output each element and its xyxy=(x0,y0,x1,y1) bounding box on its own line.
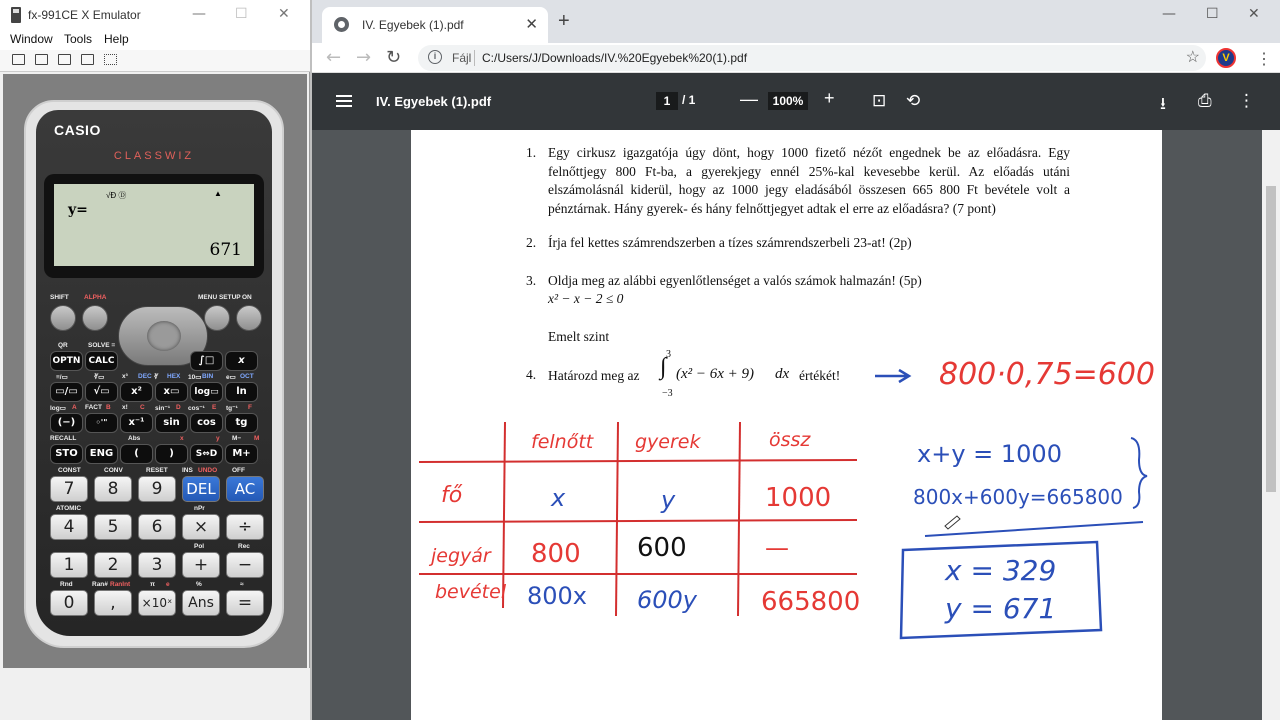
tab-title: IV. Egyebek (1).pdf xyxy=(362,18,464,32)
close-button[interactable]: ✕ xyxy=(278,6,290,22)
vertical-scrollbar[interactable] xyxy=(1262,130,1280,720)
minimize-button[interactable]: — xyxy=(1162,6,1176,22)
pdf-viewer xyxy=(312,130,1280,720)
reload-icon[interactable]: ↻ xyxy=(386,47,402,68)
back-arrow-icon[interactable]: ← xyxy=(326,47,342,68)
fn-label: 10▭ xyxy=(188,374,202,381)
section-heading: Emelt szint xyxy=(548,329,610,344)
new-tab-button[interactable]: + xyxy=(558,10,570,32)
calculator-app-icon xyxy=(10,7,22,23)
calculator-emulator-window xyxy=(0,0,310,720)
label-on: ON xyxy=(242,294,252,301)
question-number: 3. xyxy=(526,273,537,288)
ink-solution-x: x = 329 xyxy=(945,554,1057,587)
ink-cell-600y: 600y xyxy=(637,586,698,614)
ink-header-total: össz xyxy=(769,429,811,451)
fn-label: RECALL xyxy=(50,435,77,442)
tab-pdf[interactable] xyxy=(322,7,548,43)
tan-key[interactable]: tg xyxy=(225,413,258,433)
fn-label: x³ xyxy=(122,373,128,380)
key-5[interactable]: 5 xyxy=(94,514,132,540)
handwriting-layer xyxy=(411,130,1162,720)
ink-cell-x: x xyxy=(551,484,566,512)
integral-lower-limit: −3 xyxy=(662,388,673,399)
num-label: OFF xyxy=(232,467,245,474)
layout-icon[interactable] xyxy=(12,54,25,65)
num-label: RESET xyxy=(146,467,168,474)
menu-icon[interactable] xyxy=(336,95,352,107)
fit-page-icon[interactable]: ⊡ xyxy=(872,91,887,111)
fn-label: HEX xyxy=(167,373,181,380)
ink-system-eq1: x+y = 1000 xyxy=(917,440,1062,468)
num-label: π xyxy=(150,581,155,588)
num-label: ATOMIC xyxy=(56,505,82,512)
page-number-input[interactable]: 1 xyxy=(656,92,678,110)
equals-key[interactable]: = xyxy=(226,590,264,616)
ac-key[interactable]: AC xyxy=(226,476,264,502)
ink-equation-top: 800·0,75=600 xyxy=(939,357,1155,392)
question-number: 1. xyxy=(526,145,537,160)
shift-button[interactable] xyxy=(50,305,76,331)
power-key[interactable]: x▭ xyxy=(155,382,188,402)
minimize-button[interactable]: — xyxy=(192,6,206,22)
exp10-key[interactable]: ×10ˣ xyxy=(138,590,176,616)
model-label: CLASSWIZ xyxy=(113,150,195,162)
num-label: CONST xyxy=(58,467,81,474)
square-key[interactable]: x² xyxy=(120,382,153,402)
menu-window[interactable]: Window xyxy=(10,32,53,46)
ln-key[interactable]: ln xyxy=(225,382,258,402)
integral-sign: ∫ xyxy=(660,354,667,380)
calculator-body xyxy=(24,100,284,648)
minus-key[interactable]: − xyxy=(226,552,264,578)
menu-help[interactable]: Help xyxy=(104,32,129,46)
display-result: 671 xyxy=(209,240,242,260)
ink-cell-800: 800 xyxy=(531,539,581,569)
num-label: nPr xyxy=(194,505,205,512)
key-0[interactable]: 0 xyxy=(50,590,88,616)
negative-key[interactable]: (−) xyxy=(50,413,83,433)
ink-header-child: gyerek xyxy=(635,431,701,453)
forward-arrow-icon[interactable]: → xyxy=(356,47,372,68)
key-2[interactable]: 2 xyxy=(94,552,132,578)
fn-label: B xyxy=(106,404,111,411)
fn-label: FACT xyxy=(85,404,102,411)
num-label: ≈ xyxy=(240,581,244,588)
divide-key[interactable]: ÷ xyxy=(226,514,264,540)
fn-label: sin⁻¹ xyxy=(155,405,170,412)
ink-solution-y: y = 671 xyxy=(945,592,1057,625)
bookmark-star-icon[interactable]: ☆ xyxy=(1185,49,1200,66)
scheme-label: Fájl xyxy=(452,51,472,65)
s-d-key[interactable]: S⇔D xyxy=(190,444,223,464)
comma-key[interactable]: , xyxy=(94,590,132,616)
fn-label: F xyxy=(248,404,252,411)
ink-header-adult: felnőtt xyxy=(531,431,594,453)
num-label: UNDO xyxy=(198,467,218,474)
ink-row-income: bevétel xyxy=(435,581,507,603)
profile-avatar[interactable]: V xyxy=(1216,48,1236,68)
emulator-menu-bar xyxy=(0,30,310,50)
fn-label: A xyxy=(72,404,77,411)
close-paren-key[interactable]: ) xyxy=(155,444,188,464)
pen-cursor-icon xyxy=(945,516,960,529)
emulator-title-bar xyxy=(0,0,310,30)
ink-cell-800x: 800x xyxy=(527,582,588,610)
rotate-icon[interactable]: ⟲ xyxy=(906,91,921,111)
capture-icon[interactable] xyxy=(81,54,94,65)
emulator-status-area xyxy=(0,668,310,720)
question-number: 4. xyxy=(526,367,537,382)
fn-label: y xyxy=(216,435,220,442)
key-9[interactable]: 9 xyxy=(138,476,176,502)
info-icon[interactable]: i xyxy=(428,50,442,64)
emulator-toolbar xyxy=(0,50,310,72)
emulator-title: fx-991CE X Emulator xyxy=(28,8,141,22)
fn-label: D xyxy=(176,404,181,411)
fn-label: QR xyxy=(58,342,68,349)
page-total: / 1 xyxy=(682,93,696,107)
num-label: e xyxy=(166,581,170,588)
degree-key[interactable]: ◦'" xyxy=(85,413,118,433)
grid-icon[interactable] xyxy=(104,54,117,65)
integrand: (x² − 6x + 9) xyxy=(676,366,755,382)
fn-label: ≡/▭ xyxy=(56,374,68,381)
browser-window xyxy=(312,0,1280,720)
display-indicators: √Ð Ⓓ xyxy=(106,191,127,200)
plus-key[interactable]: + xyxy=(182,552,220,578)
sto-key[interactable]: STO xyxy=(50,444,83,464)
ink-cell-dash: — xyxy=(765,534,789,562)
num-label: INS xyxy=(182,467,193,474)
on-button[interactable] xyxy=(236,305,262,331)
fn-label: Abs xyxy=(128,435,141,442)
sqrt-key[interactable]: √▭ xyxy=(85,382,118,402)
brand-logo: CASIO xyxy=(54,122,101,138)
menu-button[interactable] xyxy=(204,305,230,331)
num-label: CONV xyxy=(104,467,123,474)
scrollbar-thumb[interactable] xyxy=(1266,186,1276,492)
fn-label: e▭ xyxy=(226,374,236,381)
fn-label: x xyxy=(180,435,184,442)
ink-underline xyxy=(925,522,1143,536)
tab-strip xyxy=(312,0,1280,43)
key-3[interactable]: 3 xyxy=(138,552,176,578)
integral-key[interactable]: ∫□ xyxy=(190,351,223,371)
maximize-button[interactable]: ☐ xyxy=(1206,6,1219,22)
cos-key[interactable]: cos xyxy=(190,413,223,433)
key-1[interactable]: 1 xyxy=(50,552,88,578)
log-base-key[interactable]: log▭ xyxy=(190,382,223,402)
maximize-button[interactable]: ☐ xyxy=(235,6,248,22)
key-7[interactable]: 7 xyxy=(50,476,88,502)
pdf-toolbar xyxy=(312,73,1280,130)
zoom-in-button[interactable]: + xyxy=(824,88,835,108)
fn-label: tg⁻¹ xyxy=(226,405,238,412)
num-label: Rec xyxy=(238,543,250,550)
optn-key[interactable]: OPTN xyxy=(50,351,83,371)
zoom-out-button[interactable]: — xyxy=(740,89,758,109)
fn-label: ∛ xyxy=(154,374,159,381)
question-text: Egy cirkusz igazgatója úgy dönt, hogy 1000 fizető nézőt engednek be az előadásra. Egy felnőttjegy 800 Ft-ba, a gyerekjegy ennél 25%-kal kevesebbe kerül. Az előadás utáni elszámolásnál kiderül, hogy az 1000 jegy eladásából összesen 665 800 Ft bevétele volt a pénztárnak. Hány gyerek- és hány felnőttjegyet adtak el erre az előadásra? (7 pont) xyxy=(548,145,1070,216)
del-key[interactable]: DEL xyxy=(182,476,220,502)
arrow-annotation xyxy=(875,370,909,382)
download-icon[interactable]: ⭳ xyxy=(1160,94,1166,114)
calculator-display xyxy=(54,184,254,266)
num-label: Rnd xyxy=(60,581,73,588)
question-text-end: értékét! xyxy=(799,368,841,383)
ink-cell-600: 600 xyxy=(637,533,687,563)
fn-label: cos⁻¹ xyxy=(188,405,205,412)
open-paren-key[interactable]: ( xyxy=(120,444,153,464)
display-frame xyxy=(44,174,264,278)
browser-menu-icon[interactable]: ⋮ xyxy=(1256,51,1272,68)
inequality-formula: x² − x − 2 ≤ 0 xyxy=(548,291,624,306)
calc-key[interactable]: CALC xyxy=(85,351,118,371)
export-icon[interactable] xyxy=(58,54,71,65)
label-shift: SHIFT xyxy=(50,294,69,301)
question-text: Írja fel kettes számrendszerben a tízes számrendszerbeli 23-at! (2p) xyxy=(548,235,912,250)
question-text: Oldja meg az alábbi egyenlőtlenséget a valós számok halmazán! (5p) xyxy=(548,273,922,288)
ink-system-eq2: 800x+600y=665800 xyxy=(913,485,1123,509)
fn-label: ∛▭ xyxy=(94,374,105,381)
browser-toolbar xyxy=(312,43,1280,73)
zoom-level-input[interactable]: 100% xyxy=(768,92,808,110)
m-plus-key[interactable]: M+ xyxy=(225,444,258,464)
fn-label: E xyxy=(212,404,217,411)
num-label: Pol xyxy=(194,543,205,550)
inverse-key[interactable]: x⁻¹ xyxy=(120,413,153,433)
num-label: Ran# xyxy=(92,581,108,588)
x-variable-key[interactable]: x xyxy=(225,351,258,371)
integral-upper-limit: 3 xyxy=(666,349,671,360)
fn-label: OCT xyxy=(240,373,254,380)
tab-close-icon[interactable]: ✕ xyxy=(525,16,538,33)
ans-key[interactable]: Ans xyxy=(182,590,220,616)
fn-label: x! xyxy=(122,404,128,411)
sin-key[interactable]: sin xyxy=(155,413,188,433)
address-bar[interactable] xyxy=(418,45,1206,71)
url-text[interactable]: C:/Users/J/Downloads/IV.%20Egyebek%20(1).pdf xyxy=(482,51,748,65)
fn-label: BIN xyxy=(202,373,214,380)
globe-icon xyxy=(334,17,349,32)
window-icon[interactable] xyxy=(35,54,48,65)
fn-label: M− xyxy=(232,435,242,442)
alpha-button[interactable] xyxy=(82,305,108,331)
multiply-key[interactable]: × xyxy=(182,514,220,540)
fn-label: DEC xyxy=(138,373,152,380)
key-8[interactable]: 8 xyxy=(94,476,132,502)
print-icon[interactable]: ⎙ xyxy=(1198,91,1212,111)
ink-row-people: fő xyxy=(441,483,463,508)
more-options-icon[interactable]: ⋮ xyxy=(1238,91,1255,111)
ink-brace xyxy=(1131,438,1147,508)
eng-key[interactable]: ENG xyxy=(85,444,118,464)
pdf-page xyxy=(411,130,1162,720)
fn-label: C xyxy=(140,404,145,411)
ink-cell-665800: 665800 xyxy=(761,587,861,617)
fn-label: M xyxy=(254,435,260,442)
display-expression: y= xyxy=(68,202,88,218)
num-label: RanInt xyxy=(110,581,131,588)
differential: dx xyxy=(775,366,790,382)
num-label: % xyxy=(196,581,202,588)
ink-row-price: jegyár xyxy=(431,545,491,567)
label-menu-setup: MENU SETUP xyxy=(198,294,241,301)
menu-tools[interactable]: Tools xyxy=(64,32,93,46)
fraction-key[interactable]: ▭/▭ xyxy=(50,382,83,402)
ink-cell-1000: 1000 xyxy=(765,483,832,513)
label-alpha: ALPHA xyxy=(84,294,107,301)
question-text: Határozd meg az xyxy=(548,368,640,383)
pdf-title: IV. Egyebek (1).pdf xyxy=(376,94,492,109)
display-up-arrow: ▲ xyxy=(214,189,222,198)
question-number: 2. xyxy=(526,235,537,250)
fn-label: log▭ xyxy=(50,405,66,412)
fn-label: SOLVE = xyxy=(88,342,116,349)
ink-cell-y: y xyxy=(661,486,676,514)
key-6[interactable]: 6 xyxy=(138,514,176,540)
key-4[interactable]: 4 xyxy=(50,514,88,540)
close-button[interactable]: ✕ xyxy=(1248,6,1260,22)
